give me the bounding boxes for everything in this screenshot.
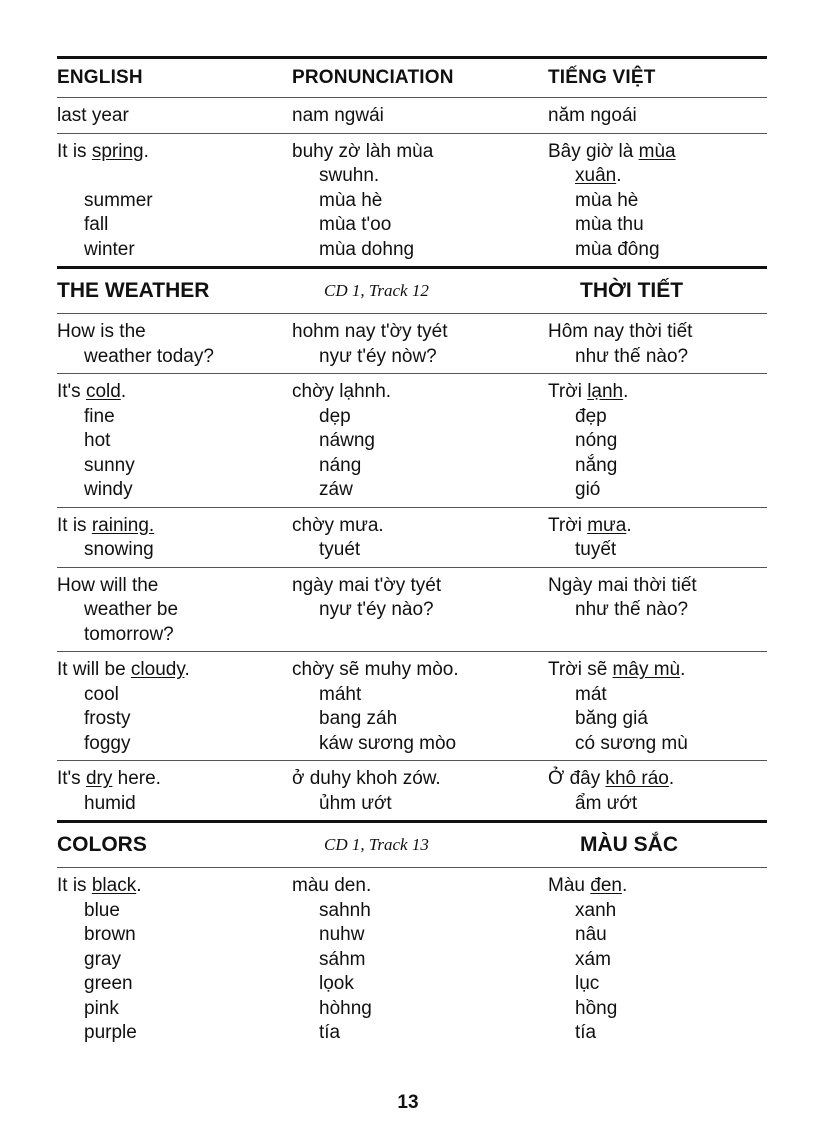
english-keyword: dry — [85, 768, 113, 789]
english-text: purple — [84, 1022, 137, 1043]
english-prefix: It is — [57, 140, 92, 162]
pronunciation-text: ở duhy khoh zów. — [292, 768, 441, 789]
english-prefix: It's — [57, 768, 86, 789]
english-text: How is the — [57, 321, 146, 342]
vietnamese-prefix: Trời — [548, 381, 588, 402]
vietnamese-text — [548, 514, 767, 539]
english-text: green — [84, 973, 133, 994]
pronunciation-text: náng — [319, 454, 362, 476]
english-keyword: black — [91, 875, 137, 896]
phrase-table — [57, 56, 767, 1050]
pronunciation-text: hòhng — [319, 997, 372, 1019]
english-text: blue — [84, 899, 120, 921]
vietnamese-text: có sương mù — [575, 732, 688, 754]
vietnamese-text: Hôm nay thời tiết — [548, 321, 693, 342]
pronunciation-text: ngày mai t'ờy tyét — [292, 574, 442, 596]
vietnamese-text: tía — [575, 1022, 597, 1043]
pronunciation-text: mùa hè — [319, 189, 383, 211]
english-prefix: It is — [57, 875, 92, 896]
vietnamese-text: mát — [575, 683, 607, 705]
pronunciation-text: bang záh — [319, 708, 398, 729]
row-raining — [57, 508, 767, 567]
english-suffix: . — [143, 140, 149, 162]
english-text: hot — [84, 430, 111, 451]
header-vietnamese: TIẾNG VIỆT — [548, 67, 656, 88]
pronunciation-text: sáhm — [319, 948, 366, 970]
pronunciation-text: mùa t'oo — [319, 214, 392, 235]
row-weather-today — [57, 314, 767, 373]
section-title-weather — [57, 269, 767, 313]
english-keyword: cold — [85, 381, 121, 402]
vietnamese-text: hồng — [575, 997, 618, 1019]
vietnamese-text: Ngày mai thời tiết — [548, 574, 697, 596]
english-text — [57, 874, 292, 899]
section-title-vietnamese: THỜI TIẾT — [580, 279, 684, 302]
pronunciation-text: lọok — [319, 973, 354, 994]
english-text — [57, 658, 292, 683]
vietnamese-text — [548, 767, 767, 792]
header-english: ENGLISH — [57, 67, 143, 88]
english-text: last year — [57, 105, 129, 126]
vietnamese-text — [548, 164, 767, 189]
pronunciation-text: mùa dohng — [319, 238, 415, 260]
english-text: gray — [84, 948, 121, 970]
english-text: tomorrow? — [84, 623, 174, 645]
english-text: windy — [84, 479, 133, 500]
pronunciation-text: tyuét — [319, 539, 361, 560]
pronunciation-text: chờy lạhnh. — [292, 381, 392, 402]
pronunciation-text: tía — [319, 1022, 341, 1043]
vietnamese-text: mùa hè — [575, 189, 639, 211]
english-text: foggy — [84, 732, 131, 754]
vietnamese-keyword: đen — [590, 875, 622, 896]
vietnamese-keyword: mùa — [638, 140, 676, 162]
vietnamese-suffix: . — [621, 875, 628, 896]
pronunciation-text: swuhn. — [319, 165, 380, 186]
pronunciation-text: záw — [319, 479, 353, 500]
vietnamese-text: xám — [575, 948, 611, 970]
english-text: summer — [84, 189, 153, 211]
pronunciation-text: buhy zờ làh mùa — [292, 140, 434, 162]
english-suffix: . — [136, 875, 142, 896]
row-last-year — [57, 98, 767, 133]
pronunciation-text: hohm nay t'ờy tyét — [292, 321, 448, 342]
page-number: 13 — [397, 1092, 419, 1113]
pronunciation-text: chờy sẽ muhy mòo. — [292, 659, 459, 680]
vietnamese-prefix: Trời — [548, 514, 588, 536]
english-text: How will the — [57, 574, 159, 596]
pronunciation-text: sahnh — [319, 899, 371, 921]
english-prefix: It will be — [57, 659, 131, 680]
pronunciation-text: káw sương mòo — [319, 732, 457, 754]
row-dry — [57, 761, 767, 820]
pronunciation-text: chờy mưa. — [292, 514, 384, 536]
row-cold — [57, 374, 767, 507]
audio-track-label: CD 1, Track 13 — [324, 835, 429, 854]
english-text: winter — [84, 238, 135, 260]
vietnamese-suffix: . — [680, 659, 686, 680]
vietnamese-text: mùa đông — [575, 238, 660, 260]
row-cloudy — [57, 652, 767, 760]
vietnamese-text: nắng — [575, 454, 618, 476]
vietnamese-text — [548, 140, 767, 165]
vietnamese-text: năm ngoái — [548, 105, 637, 126]
vietnamese-prefix: Ở đây — [548, 768, 606, 789]
vietnamese-text — [548, 380, 767, 405]
vietnamese-text: đẹp — [575, 405, 607, 427]
english-text: frosty — [84, 708, 131, 729]
vietnamese-suffix: . — [668, 768, 675, 789]
english-text: fine — [84, 405, 115, 427]
row-weather-tomorrow — [57, 568, 767, 652]
vietnamese-text: mùa thu — [575, 214, 644, 235]
english-text — [57, 380, 292, 405]
vietnamese-prefix: Màu — [548, 875, 591, 896]
pronunciation-text: nyư t'éy nòw? — [319, 345, 437, 367]
vietnamese-text: tuyết — [575, 539, 617, 560]
vietnamese-suffix: . — [626, 514, 632, 536]
english-text: humid — [84, 792, 136, 814]
vietnamese-keyword: mây mù — [612, 659, 681, 680]
section-title-colors — [57, 823, 767, 867]
english-prefix: It is — [57, 514, 92, 536]
pronunciation-text: nam ngwái — [292, 105, 384, 126]
vietnamese-suffix: . — [616, 165, 622, 186]
english-text: pink — [84, 997, 119, 1019]
audio-track-label: CD 1, Track 12 — [324, 281, 429, 300]
english-keyword: raining. — [91, 514, 155, 536]
section-title-english: COLORS — [57, 833, 147, 856]
english-text: snowing — [84, 539, 154, 560]
vietnamese-prefix: Bây giờ là — [548, 140, 639, 162]
vietnamese-text: xanh — [575, 899, 617, 921]
vietnamese-text — [548, 874, 767, 899]
row-seasons — [57, 134, 767, 267]
english-suffix: here. — [112, 768, 161, 789]
pronunciation-text: dẹp — [319, 405, 351, 427]
english-text: weather be — [84, 599, 179, 620]
section-title-vietnamese: MÀU SẮC — [580, 833, 678, 856]
english-text — [57, 140, 292, 165]
english-text: cool — [84, 683, 119, 705]
vietnamese-prefix: Trời sẽ — [548, 659, 613, 680]
english-prefix: It's — [57, 381, 86, 402]
vietnamese-keyword: mưa — [587, 514, 627, 536]
section-title-english: THE WEATHER — [57, 279, 210, 302]
vietnamese-text: băng giá — [575, 708, 648, 729]
english-keyword: spring — [91, 140, 144, 162]
pronunciation-text: náwng — [319, 430, 375, 451]
pronunciation-text: nyư t'éy nào? — [319, 599, 434, 620]
vietnamese-text: nâu — [575, 924, 607, 945]
vietnamese-keyword: xuân — [575, 165, 617, 186]
vietnamese-text: ẩm ướt — [575, 792, 638, 814]
vietnamese-text: như thế nào? — [575, 345, 689, 367]
vietnamese-text: lục — [575, 973, 600, 994]
english-text — [57, 767, 292, 792]
header-pronunciation: PRONUNCIATION — [292, 67, 454, 88]
english-text: fall — [84, 214, 109, 235]
english-suffix: . — [184, 659, 190, 680]
pronunciation-text: nuhw — [319, 924, 365, 945]
vietnamese-text: nóng — [575, 430, 618, 451]
vietnamese-keyword: lạnh — [587, 381, 624, 402]
vietnamese-text — [548, 658, 767, 683]
english-text — [57, 514, 292, 539]
row-colors — [57, 868, 767, 1050]
english-keyword: cloudy — [130, 659, 185, 680]
vietnamese-suffix: . — [623, 381, 629, 402]
pronunciation-text: máht — [319, 683, 362, 705]
pronunciation-text: ủhm ướt — [319, 792, 392, 814]
vietnamese-keyword: khô ráo — [605, 768, 669, 789]
english-text: weather today? — [84, 345, 214, 367]
column-header-row — [57, 59, 767, 97]
english-suffix: . — [120, 381, 127, 402]
pronunciation-text: màu den. — [292, 875, 372, 896]
english-text: sunny — [84, 454, 135, 476]
english-text: brown — [84, 924, 136, 945]
vietnamese-text: như thế nào? — [575, 599, 689, 620]
vietnamese-text: gió — [575, 479, 601, 500]
